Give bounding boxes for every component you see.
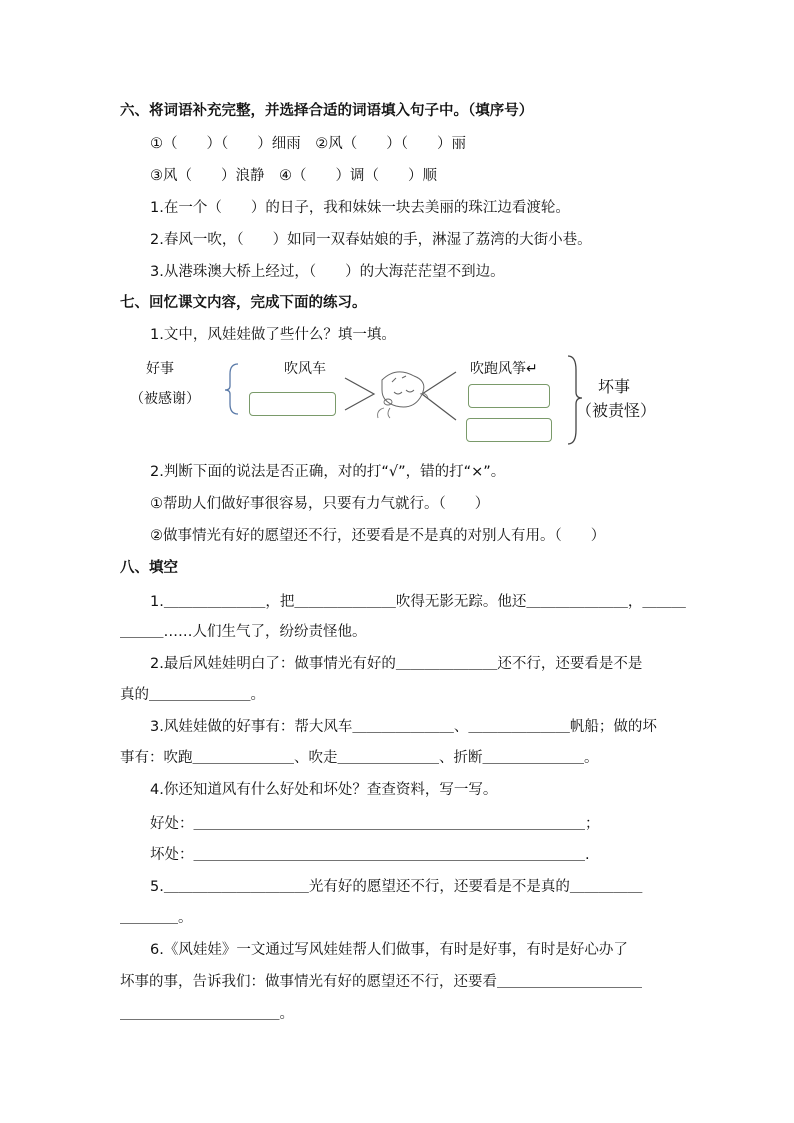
left-item-label: 吹风车 bbox=[284, 361, 326, 377]
s8-q6-line-c: ＿＿＿＿＿＿＿＿＿＿＿。 bbox=[120, 1006, 294, 1022]
s8-q5-line-a: 5.＿＿＿＿＿＿＿＿＿＿光有好的愿望还不行，还要看是不是真的＿＿＿＿＿ bbox=[150, 879, 643, 895]
s6-question-1: 1.在一个（ ）的日子，我和妹妹一块去美丽的珠江边看渡轮。 bbox=[150, 200, 570, 216]
s8-q3-line-b: 事有：吹跑＿＿＿＿＿＿＿、吹走＿＿＿＿＿＿＿、折断＿＿＿＿＿＿＿。 bbox=[120, 750, 599, 766]
wind-doll-diagram bbox=[120, 352, 680, 452]
left-chevron bbox=[345, 378, 374, 410]
s8-q1-line-b: ＿＿＿……人们生气了，纷纷责怪他。 bbox=[120, 624, 367, 640]
bad-deeds-label: 坏事 bbox=[598, 377, 631, 396]
s8-good-line: 好处：＿＿＿＿＿＿＿＿＿＿＿＿＿＿＿＿＿＿＿＿＿＿＿＿＿＿＿； bbox=[150, 816, 600, 832]
s6-question-2: 2.春风一吹，（ ）如同一双春姑娘的手，淋湿了荔湾的大街小巷。 bbox=[150, 232, 592, 248]
section-6-heading: 六、将词语补充完整，并选择合适的词语填入句子中。（填序号） bbox=[120, 103, 534, 119]
s8-q5-line-b: ＿＿＿＿。 bbox=[120, 910, 193, 926]
s8-q2-line-b: 真的＿＿＿＿＿＿＿。 bbox=[120, 687, 265, 703]
s8-bad-line: 坏处：＿＿＿＿＿＿＿＿＿＿＿＿＿＿＿＿＿＿＿＿＿＿＿＿＿＿＿. bbox=[150, 847, 590, 863]
s7-judge-1: ①帮助人们做好事很容易，只要有力气就行。（ ） bbox=[150, 496, 490, 512]
right-brace bbox=[568, 356, 582, 444]
bad-deeds-sub: （被责怪） bbox=[576, 401, 657, 420]
section-8-heading: 八、填空 bbox=[120, 560, 178, 576]
good-deeds-label: 好事 bbox=[146, 361, 174, 377]
s8-question-4: 4.你还知道风有什么好处和坏处？查查资料，写一写。 bbox=[150, 782, 498, 798]
right-item-label: 吹跑风筝↵ bbox=[470, 361, 538, 377]
s6-question-3: 3.从港珠澳大桥上经过，（ ）的大海茫茫望不到边。 bbox=[150, 264, 505, 280]
good-deeds-sub: （被感谢） bbox=[130, 391, 200, 407]
s7-question-1: 1.文中，风娃娃做了些什么？填一填。 bbox=[150, 327, 396, 343]
wind-doll-icon bbox=[378, 372, 428, 418]
s8-q6-line-a: 6.《风娃娃》一文通过写风娃娃帮人们做事，有时是好事，有时是好心办了 bbox=[150, 942, 628, 958]
s7-question-2: 2.判断下面的说法是否正确，对的打“√”，错的打“×”。 bbox=[150, 464, 506, 480]
s6-words-line-1: ①（ ）（ ）细雨 ②风（ ）（ ）丽 bbox=[150, 136, 466, 152]
s8-q2-line-a: 2.最后风娃娃明白了：做事情光有好的＿＿＿＿＿＿＿还不行，还要看是不是 bbox=[150, 656, 643, 672]
s8-q1-line-a: 1.＿＿＿＿＿＿＿，把＿＿＿＿＿＿＿吹得无影无踪。他还＿＿＿＿＿＿＿，＿＿＿ bbox=[150, 594, 686, 610]
s8-q3-line-a: 3.风娃娃做的好事有：帮大风车＿＿＿＿＿＿＿、＿＿＿＿＿＿＿帆船；做的坏 bbox=[150, 719, 657, 735]
section-7-heading: 七、回忆课文内容，完成下面的练习。 bbox=[120, 295, 367, 311]
left-brace bbox=[225, 364, 238, 414]
diagram-lines bbox=[120, 352, 680, 452]
s8-q6-line-b: 坏事的事，告诉我们：做事情光有好的愿望还不行，还要看＿＿＿＿＿＿＿＿＿＿ bbox=[120, 974, 642, 990]
s7-judge-2: ②做事情光有好的愿望还不行，还要看是不是真的对别人有用。（ ） bbox=[150, 528, 606, 544]
s6-words-line-2: ③风（ ）浪静 ④（ ）调（ ）顺 bbox=[150, 168, 437, 184]
